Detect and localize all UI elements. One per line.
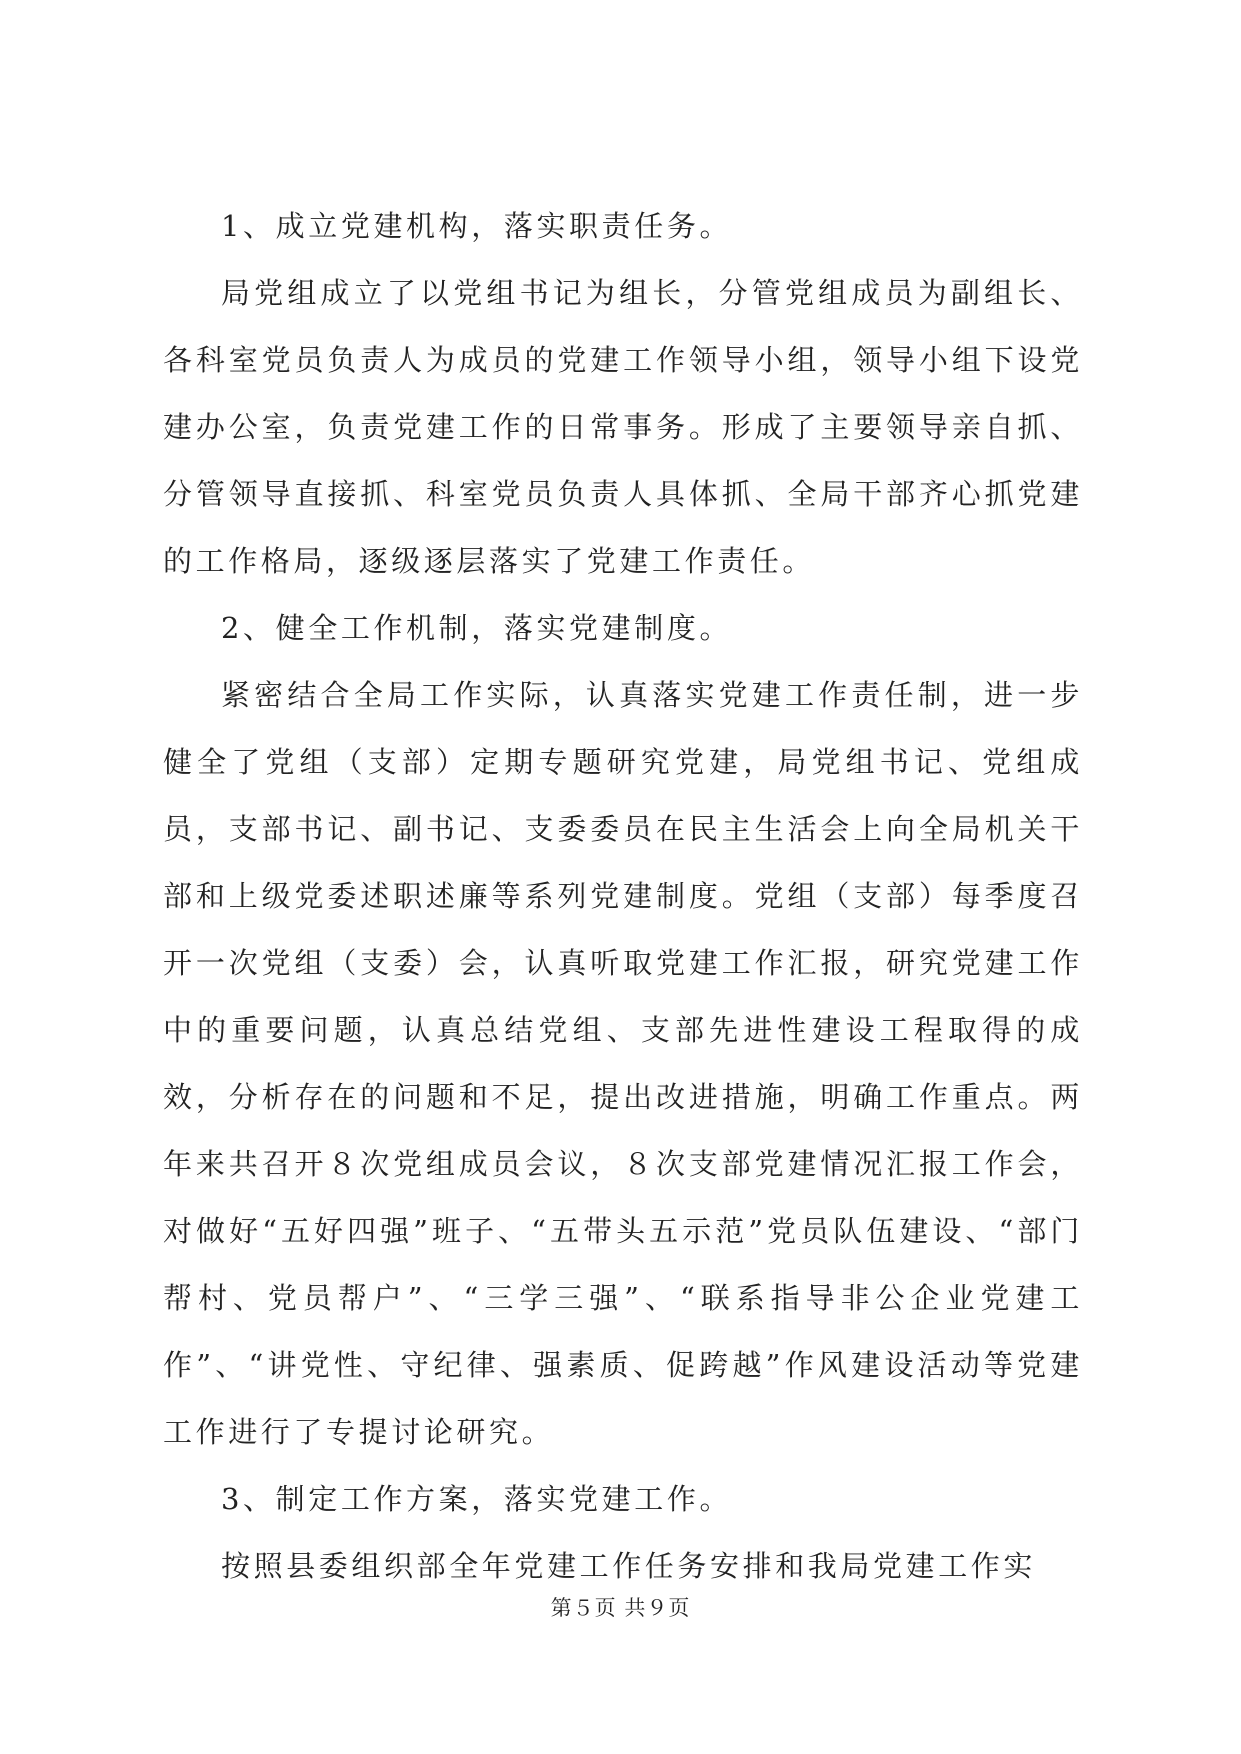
paragraph-3: 按照县委组织部全年党建工作任务安排和我局党建工作实 [221, 1549, 1037, 1583]
document-body [163, 193, 1083, 1600]
paragraph-2: 紧密结合全局工作实际，认真落实党建工作责任制，进一步健全了党组（支部）定期专题研究党建，局党组书记、党组成员，支部书记、副书记、支委委员在民主生活会上向全局机关干部和上级党委述职述廉等系列党建制度。党组（支部）每季度召开一次党组（支委）会，认真听取党建工作汇报，研究党建工作中的重要问题，认真总结党组、支部先进性建设工程取得的成效，分析存在的问题和不足，提出改进措施，明确工作重点。两年来共召开８次党组成员会议，８次支部党建情况汇报工作会，对做好“五好四强”班子、“五带头五示范”党员队伍建设、“部门帮村、党员帮户”、“三学三强”、“联系指导非公企业党建工作”、“讲党性、守纪律、强素质、促跨越”作风建设活动等党建工作进行了专提讨论研究。 [163, 678, 1083, 1449]
section-heading-3: 3、制定工作方案，落实党建工作。 [221, 1482, 733, 1516]
page-number-footer: 第５页 共９页 [550, 1596, 691, 1620]
section-heading-1: 1、成立党建机构，落实职责任务。 [221, 209, 733, 243]
section-heading-2: 2、健全工作机制，落实党建制度。 [221, 611, 733, 645]
paragraph-1: 局党组成立了以党组书记为组长，分管党组成员为副组长、各科室党员负责人为成员的党建工作领导小组，领导小组下设党建办公室，负责党建工作的日常事务。形成了主要领导亲自抓、分管领导直接抓、科室党员负责人具体抓、全局干部齐心抓党建的工作格局，逐级逐层落实了党建工作责任。 [163, 276, 1083, 578]
